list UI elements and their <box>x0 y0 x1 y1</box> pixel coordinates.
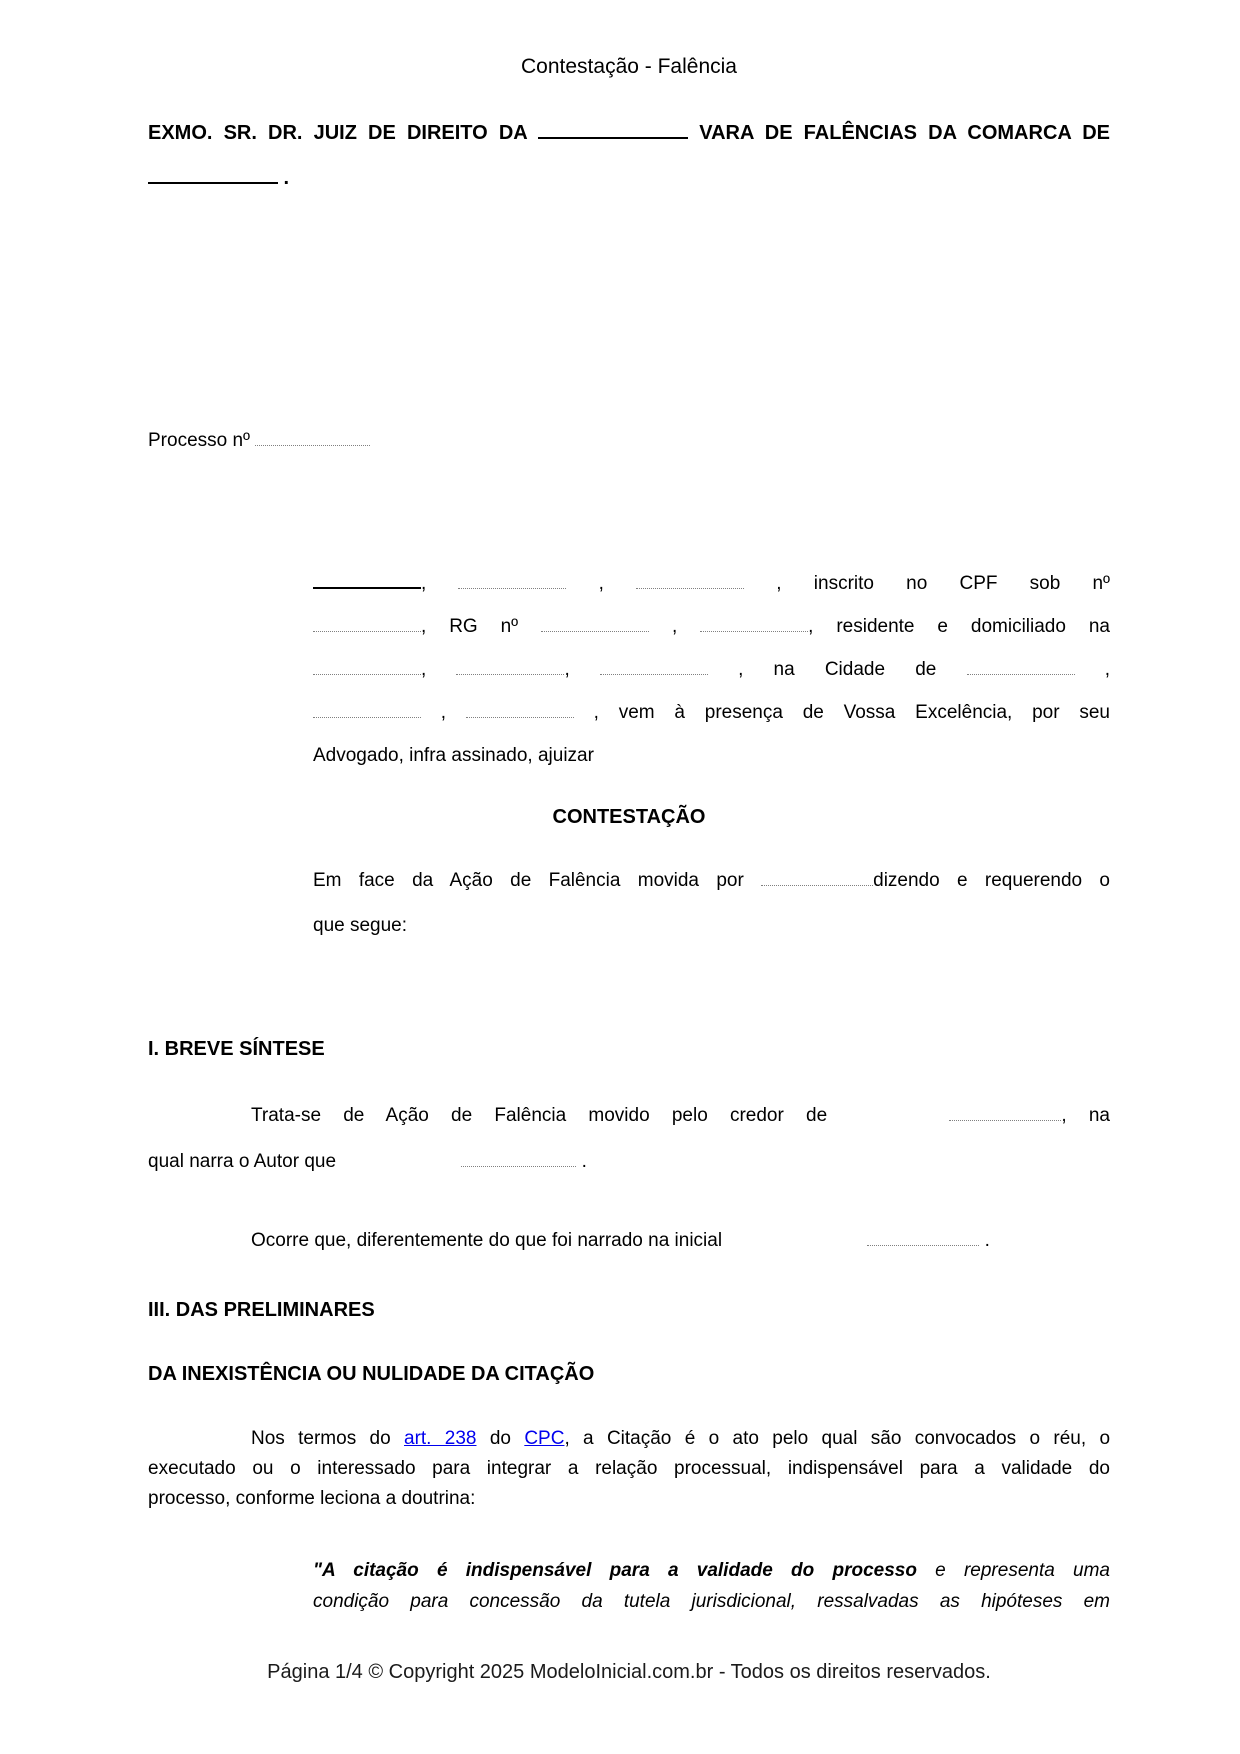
paragraph-trata-se: Trata-se de Ação de Falência movido pelo credor de , na qual narra o Autor que . <box>148 1105 1110 1172</box>
blank-field <box>538 134 688 139</box>
blank-field <box>636 585 744 589</box>
blank-field <box>313 584 421 589</box>
link-cpc[interactable]: CPC <box>524 1428 565 1449</box>
paragraph-em-face: Em face da Ação de Falência movida por dizendo e requerendo o que segue: <box>313 870 1110 936</box>
blank-field <box>313 671 421 675</box>
blank-field <box>867 1242 979 1246</box>
blank-field <box>255 442 370 446</box>
blank-field <box>949 1117 1061 1121</box>
tab-spacer <box>148 1442 251 1444</box>
header-addressing: EXMO. SR. DR. JUIZ DE DIREITO DA VARA DE FALÊNCIAS DA COMARCA DE . <box>148 122 1110 189</box>
blank-field <box>466 714 574 718</box>
blank-field <box>461 1163 576 1167</box>
quote-doutrina: "A citação é indispensável para a validade do processo e representa uma condição para concessão da tutela jurisdicional, ressalvadas as hipóteses em <box>313 1560 1110 1612</box>
bold-text: "A citação é indispensável para a validade do processo <box>313 1560 917 1581</box>
blank-field <box>456 671 564 675</box>
blank-field <box>541 628 649 632</box>
heading-das-preliminares: III. DAS PRELIMINARES <box>148 1299 375 1321</box>
heading-breve-sintese: I. BREVE SÍNTESE <box>148 1038 325 1060</box>
page-footer: Página 1/4 © Copyright 2025 ModeloInicial.com.br - Todos os direitos reservados. <box>267 1661 991 1683</box>
process-number: Processo nº <box>148 429 1110 453</box>
blank-field <box>313 714 421 718</box>
blank-field <box>761 882 873 886</box>
heading-inexistencia-citacao: DA INEXISTÊNCIA OU NULIDADE DA CITAÇÃO <box>148 1363 595 1385</box>
document-title: Contestação - Falência <box>521 55 737 78</box>
tab-spacer <box>727 1244 867 1246</box>
party-qualification: , , , inscrito no CPF sob nº , RG nº , , residente e domiciliado na , , , na Cidade de , , , vem à presença de Vossa Excelência, por seu Advogado, infra assinado, ajuizar <box>313 573 1110 766</box>
tab-spacer <box>341 1165 461 1167</box>
blank-field <box>600 671 708 675</box>
heading-contestacao: CONTESTAÇÃO <box>552 806 706 828</box>
blank-field <box>967 671 1075 675</box>
link-art-238[interactable]: art. 238 <box>404 1428 477 1449</box>
blank-field <box>700 628 808 632</box>
tab-spacer <box>849 1119 949 1121</box>
blank-field <box>458 585 566 589</box>
tab-spacer <box>148 1244 251 1246</box>
blank-field <box>148 179 278 184</box>
paragraph-nos-termos: Nos termos do art. 238 do CPC, a Citação é o ato pelo qual são convocados o réu, o executado ou o interessado para integrar a relação processual, indispensável para a validade do processo, conforme leciona a doutrina: <box>148 1428 1111 1509</box>
blank-field <box>313 628 421 632</box>
tab-spacer <box>148 1119 251 1121</box>
paragraph-ocorre: Ocorre que, diferentemente do que foi narrado na inicial . <box>148 1229 1110 1253</box>
